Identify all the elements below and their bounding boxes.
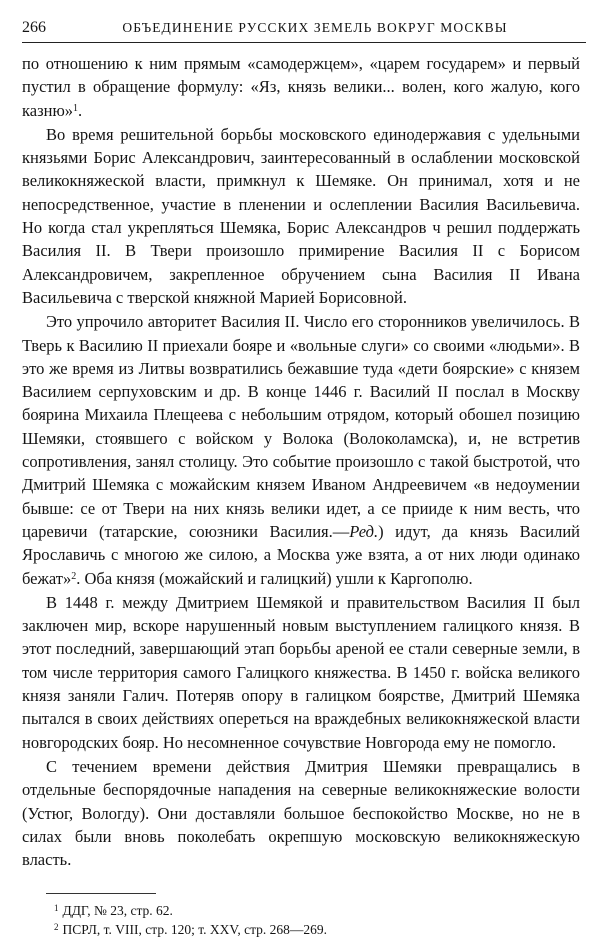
paragraph-2: Во время решительной борьбы московского единодержавия с удельными князьями Борис Александрович, заинтересованный в ослаблении московской великокняжеской власти, примкнул к Шемяке. Он принимал, хотя и не непосредственное, участие в пленении и ослеплении Василия Васильевича. Но когда стал укрепляться Шемяка, Борис Александров ч решил поддержать Василия II. В Твери произошло примирение Василия II с Борисом Александровичем, закрепленное обручением сына Василия II Ивана Васильевича с тверской княжной Марией Борисовной. [22, 124, 580, 307]
paragraph-1: по отношению к ним прямым «самодержцем», «царем государем» и первый пустил в обращение формулу: «Яз, князь велики... волен, кого жалую, кого казню»$^1$. [22, 54, 580, 120]
footnote-1: $^1$ ДДГ, № 23, стр. 62. [54, 903, 173, 918]
page-header [22, 14, 586, 43]
paragraph-5: С течением времени действия Дмитрия Шемяки превращались в отдельные беспорядочные нападения на северные великокняжеские волости (Устюг, Вологду). Они доставляли большое беспокойство Москве, но не в силах были вновь поколебать окрепшую московскую великокняжескую власть. [22, 756, 580, 870]
paragraph-4: В 1448 г. между Дмитрием Шемякой и правительством Василия II был заключен мир, вскоре нарушенный новым выступлением галицкого князя. В этот последний, завершающий этап борьбы ареной ее стали северные земли, в том числе территория самого Галицкого княжества. В 1450 г. войска великого князя заняли Галич. Потеряв опору в галицком боярстве, Дмитрий Шемяка пытался в своих действиях опереться на враждебных великокняжеской власти новгородских бояр. Но несомненное сочувствие Новгорода ему не помогло. [22, 592, 580, 752]
page-number: 266 [22, 19, 46, 36]
footnotes [54, 902, 574, 939]
editor-note: Ред. [349, 521, 379, 541]
main-text [22, 52, 580, 871]
running-title: ОБЪЕДИНЕНИЕ РУССКИХ ЗЕМЕЛЬ ВОКРУГ МОСКВЫ [122, 20, 508, 35]
footnote-divider [46, 893, 156, 894]
footnote-ref-1[interactable]: 1 [73, 102, 79, 114]
footnote-ref-2[interactable]: 2 [71, 570, 77, 582]
paragraph-3: Это упрочило авторитет Василия II. Число его сторонников увеличилось. В Тверь к Василию II приехали бояре и «вольные слуги» со своими «людьми». В это же время из Литвы возвратились бежавшие туда «дети боярские» с князем Василием серпуховским и др. В конце 1446 г. Василий II послал в Москву боярина Михаила Плещеева с небольшим отрядом, который обошел позицию Шемяки, стоявшего с войском у Волока (Волоколамска), и, не встретив сопротивления, занял столицу. Это событие произошло с такой быстротой, что Дмитрий Шемяка с можайским князем Иваном Андреевичем «в недоумении бывше: се от Твери на них князь велики идет, а се прииде к ним весть, что царевичи (татарские, союзники Василия.—Ред.) идут, да князь Василий Ярославичь с многою же силою, а Москва уже взята, а от них люди одинако бежат»$^2$. Оба князя (можайский и галицкий) ушли к Каргополю. [22, 312, 580, 588]
footnote-2: $^2$ ПСРЛ, т. VIII, стр. 120; т. XXV, стр. 268—269. [54, 921, 328, 937]
